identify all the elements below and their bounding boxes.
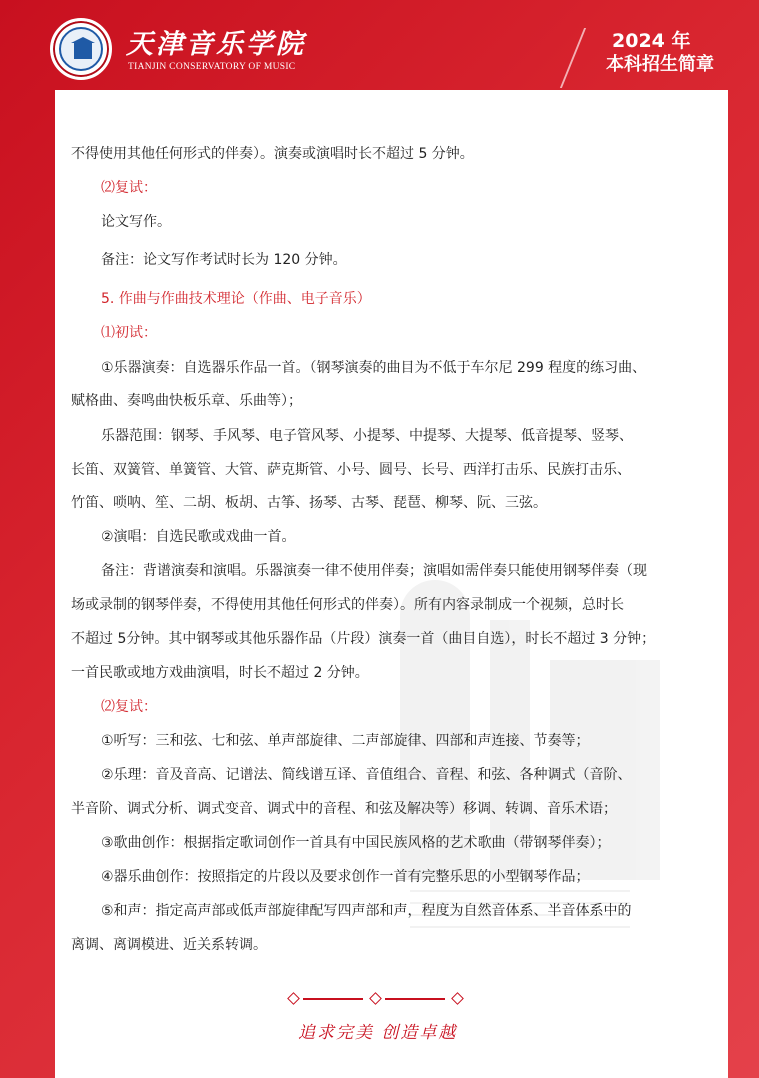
- school-name-en: TIANJIN CONSERVATORY OF MUSIC: [128, 62, 296, 72]
- paragraph-line: 不超过 5分钟。其中钢琴或其他乐器作品（片段）演奏一首（曲目自选），时长不超过 3 分钟；: [71, 631, 656, 647]
- paragraph-line: 乐器范围：钢琴、手风琴、电子管风琴、小提琴、中提琴、大提琴、低音提琴、竖琴、: [101, 428, 633, 444]
- brochure-year: 2024 年: [612, 30, 691, 52]
- paragraph-line: ①听写：三和弦、七和弦、单声部旋律、二声部旋律、四部和声连接、节奏等；: [101, 733, 590, 749]
- section-heading: 5. 作曲与作曲技术理论（作曲、电子音乐）: [101, 291, 371, 307]
- paragraph-line: 场或录制的钢琴伴奏，不得使用其他任何形式的伴奏）。所有内容录制成一个视频，总时长: [71, 597, 624, 613]
- section-subheading: ⑵复试：: [101, 699, 157, 715]
- brochure-title: 本科招生简章: [606, 54, 714, 75]
- paragraph-line: ⑤和声：指定高声部或低声部旋律配写四声部和声，程度为自然音体系、半音体系中的: [101, 903, 632, 919]
- paragraph-line: 不得使用其他任何形式的伴奏）。演奏或演唱时长不超过 5 分钟。: [71, 146, 474, 162]
- paragraph-line: 长笛、双簧管、单簧管、大管、萨克斯管、小号、圆号、长号、西洋打击乐、民族打击乐、: [71, 462, 631, 478]
- paragraph-line: 离调、离调模进、近关系转调。: [71, 937, 267, 953]
- paragraph-line: ①乐器演奏：自选器乐作品一首。（钢琴演奏的曲目为不低于车尔尼 299 程度的练习曲、: [101, 360, 647, 376]
- paragraph-line: 赋格曲、奏鸣曲快板乐章、乐曲等）；: [71, 393, 302, 409]
- paragraph-line: 竹笛、唢呐、笙、二胡、板胡、古筝、扬琴、古琴、琵琶、柳琴、阮、三弦。: [71, 495, 547, 511]
- paragraph-line: ④器乐曲创作：按照指定的片段以及要求创作一首有完整乐思的小型钢琴作品；: [101, 869, 590, 885]
- page-header: [0, 0, 759, 95]
- paragraph-line: 一首民歌或地方戏曲演唱，时长不超过 2 分钟。: [71, 665, 369, 681]
- paragraph-line: 半音阶、调式分析、调式变音、调式中的音程、和弦及解决等）移调、转调、音乐术语；: [71, 801, 617, 817]
- section-subheading: ⑴初试：: [101, 325, 157, 341]
- header-divider: [560, 28, 586, 88]
- paragraph-line: 备注：论文写作考试时长为 120 分钟。: [101, 252, 347, 268]
- footer-ornament: [287, 991, 467, 1007]
- paragraph-line: ②乐理：音及音高、记谱法、简线谱互译、音值组合、音程、和弦、各种调式（音阶、: [101, 767, 632, 783]
- paragraph-line: 论文写作。: [101, 214, 171, 230]
- paragraph-line: ②演唱：自选民歌或戏曲一首。: [101, 529, 296, 545]
- school-logo: [50, 18, 112, 80]
- paragraph-line: 备注：背谱演奏和演唱。乐器演奏一律不使用伴奏；演唱如需伴奏只能使用钢琴伴奏（现: [101, 563, 647, 579]
- section-subheading: ⑵复试：: [101, 180, 157, 196]
- paragraph-line: ③歌曲创作：根据指定歌词创作一首具有中国民族风格的艺术歌曲（带钢琴伴奏）；: [101, 835, 611, 851]
- footer-slogan: 追求完美 创造卓越: [298, 1023, 458, 1043]
- school-name-cn: 天津音乐学院: [126, 29, 306, 60]
